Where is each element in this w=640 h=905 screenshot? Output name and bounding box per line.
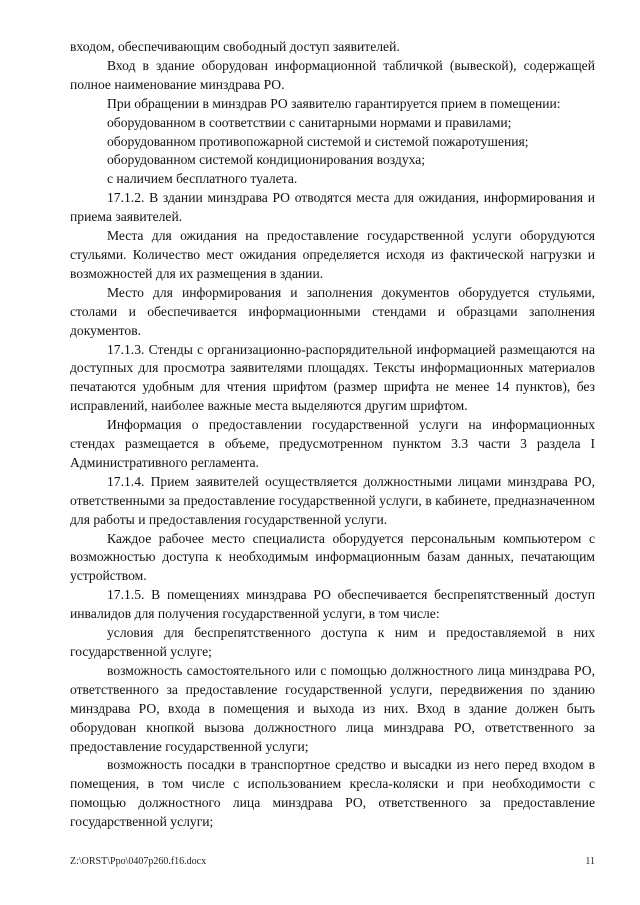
list-item: оборудованном противопожарной системой и системой пожаротушения; [107, 133, 529, 149]
list-item: оборудованном в соответствии с санитарными нормами и правилами; [107, 114, 512, 130]
paragraph: входом, обеспечивающим свободный доступ заявителей. [70, 39, 400, 54]
paragraph: Каждое рабочее место специалиста оборудуется персональным компьютером с возможностью доступа к необходимым информационным базам данных, печатающим устройством. [70, 530, 595, 584]
paragraph: 17.1.4. Прием заявителей осуществляется должностными лицами минздрава РО, ответственными за предоставление государственной услуги, в кабинете, предназначенном для работы и предоставления государственной услуги. [70, 473, 595, 527]
paragraph: Информация о предоставлении государственной услуги на информационных стендах размещается в объеме, предусмотренном пунктом 3.3 части 3 раздела I Административного регламента. [70, 417, 595, 470]
page-number: 11 [585, 856, 595, 867]
paragraph: Вход в здание оборудован информационной табличкой (вывеской), содержащей полное наименование минздрава РО. [70, 57, 595, 92]
paragraph: 17.1.2. В здании минздрава РО отводятся места для ожидания, информирования и приема заявителей. [70, 190, 595, 225]
file-path: Z:\ORST\Ppo\0407p260.f16.docx [70, 856, 207, 867]
list-item: оборудованном системой кондиционирования воздуха; [107, 152, 426, 168]
document-page [70, 38, 595, 832]
paragraph: 17.1.3. Стенды с организационно-распорядительной информацией размещаются на доступных для просмотра заявителями площадях. Тексты информационных материалов печатаются удобным для чтения шрифтом (размер шрифта не менее 14 пунктов), без исправлений, наиболее важные места выделяются другим шрифтом. [70, 341, 595, 414]
list-item: условия для беспрепятственного доступа к ним и предоставляемой в них государственной услуге; [70, 625, 595, 659]
paragraph: Место для информирования и заполнения документов оборудуется стульями, столами и обеспечивается информационными стендами и образцами заполнения документов. [70, 284, 595, 338]
paragraph: 17.1.5. В помещениях минздрава РО обеспечивается беспрепятственный доступ инвалидов для получения государственной услуги, в том числе: [70, 587, 595, 622]
list-item: возможность посадки в транспортное средство и высадки из него перед входом в помещения, в том числе с использованием кресла-коляски и при необходимости с помощью должностного лица минздрава РО, ответственного за предоставление государственной услуги; [70, 757, 595, 830]
paragraph: Места для ожидания на предоставление государственной услуги оборудуются стульями. Количество мест ожидания определяется исходя из фактической нагрузки и возможностей для их размещения в здании. [70, 228, 595, 281]
list-item: с наличием бесплатного туалета. [107, 171, 298, 187]
list-item: возможность самостоятельного или с помощью должностного лица минздрава РО, ответственного за предоставление государственной услуги, передвижения по зданию минздрава РО, входа в помещения и выхода из них. Вход в здание должен быть оборудован кнопкой вызова должностного лица минздрава РО, ответственного за предоставление государственной услуги; [70, 662, 595, 754]
paragraph: При обращении в минздрав РО заявителю гарантируется прием в помещении: [107, 95, 561, 111]
